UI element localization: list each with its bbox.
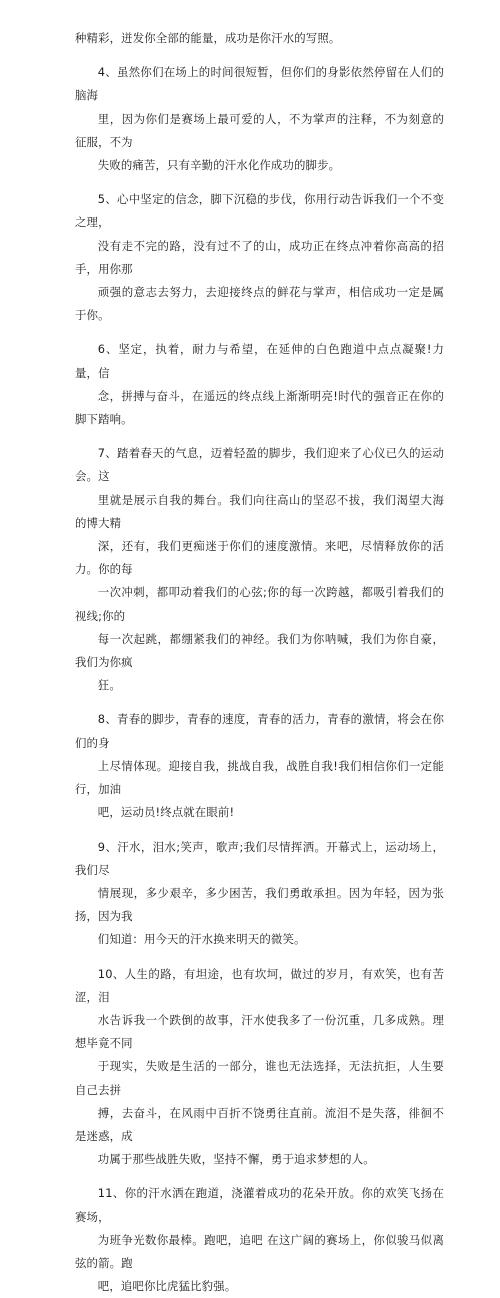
paragraph	[75, 188, 444, 327]
paragraph	[75, 442, 444, 697]
text-line: 11、你的汗水洒在跑道，浇灌着成功的花朵开放。你的欢笑飞扬在赛场，	[75, 1186, 444, 1224]
text-line: 于现实，失败是生活的一部分，谁也无法选择，无法抗拒，人生要自己去拼	[75, 1059, 444, 1097]
text-line: 9、汗水，泪水;笑声，歌声;我们尽情挥洒。开幕式上，运动场上，我们尽	[75, 839, 444, 877]
text-line: 一次冲刺，都叩动着我们的心弦;你的每一次跨越，都吸引着我们的视线;你的	[75, 585, 444, 623]
text-line: 功属于那些战胜失败，坚持不懈，勇于追求梦想的人。	[97, 1152, 375, 1167]
paragraph	[75, 338, 444, 431]
text-line: 5、心中坚定的信念，脚下沉稳的步伐，你用行动告诉我们一个不变之理，	[75, 192, 444, 230]
paragraph	[75, 963, 444, 1172]
text-line: 吧，追吧你比虎猛比豹强。	[97, 1279, 237, 1294]
text-line: 7、踏着春天的气息，迈着轻盈的脚步，我们迎来了心仪已久的运动会。这	[75, 446, 444, 484]
paragraph	[75, 27, 444, 50]
text-line: 种精彩，迸发你全部的能量，成功是你汗水的写照。	[75, 31, 341, 45]
text-line: 吧，运动员!终点就在眼前!	[97, 805, 235, 820]
text-line: 情展现，多少艰辛，多少困苦，我们勇敢承担。因为年轻，因为张扬，因为我	[75, 885, 444, 924]
text-line: 狂。	[97, 678, 121, 693]
text-line: 里，因为你们是赛场上最可爱的人，不为掌声的注释，不为刻意的征服，不为	[75, 111, 444, 149]
paragraph	[75, 1182, 444, 1298]
text-line: 8、青春的脚步，青春的速度，青春的活力，青春的激情，将会在你们的身	[75, 712, 444, 750]
text-line: 上尽情体现。迎接自我，挑战自我，战胜自我!我们相信你们一定能行，加油	[75, 758, 444, 797]
text-line: 深，还有，我们更痴迷于你们的速度激情。来吧，尽情释放你的活力。你的每	[75, 539, 444, 577]
text-line: 每一次起跳，都绷紧我们的神经。我们为你呐喊，我们为你自豪，我们为你疯	[75, 631, 444, 670]
text-line: 搏，去奋斗，在风雨中百折不饶勇往直前。流泪不是失落，徘徊不是迷惑，成	[75, 1105, 444, 1143]
paragraph	[75, 61, 444, 177]
text-line: 里就是展示自我的舞台。我们向往高山的坚忍不拔，我们渴望大海的博大精	[75, 492, 444, 530]
text-line: 水告诉我一个跌倒的故事，汗水使我多了一份沉重，几多成熟。理想毕竟不同	[75, 1012, 444, 1051]
text-line: 为班争光数你最棒。跑吧，追吧 在这广阔的赛场上，你似骏马似离弦的箭。跑	[75, 1232, 444, 1270]
text-line: 4、虽然你们在场上的时间很短暂，但你们的身影依然停留在人们的脑海	[75, 65, 444, 103]
text-line: 失败的痛苦，只有辛勤的汗水化作成功的脚步。	[97, 158, 341, 173]
paragraph	[75, 708, 444, 824]
text-line: 们知道：用今天的汗水换来明天的微笑。	[97, 932, 306, 947]
paragraph-list	[75, 27, 444, 1298]
text-line: 顽强的意志去努力，去迎接终点的鲜花与掌声，相信成功一定是属于你。	[75, 285, 444, 323]
text-line: 念，拼搏与奋斗，在遥远的终点线上渐渐明亮!时代的强音正在你的脚下踏响。	[75, 388, 444, 427]
text-line: 6、坚定，执着，耐力与希望，在延伸的白色跑道中点点凝聚!力量，信	[75, 342, 444, 380]
text-line: 没有走不完的路，没有过不了的山，成功正在终点冲着你高高的招手，用你那	[75, 238, 444, 276]
paragraph	[75, 836, 444, 952]
text-line: 10、人生的路，有坦途，也有坎坷，做过的岁月，有欢笑，也有苦涩，泪	[75, 966, 444, 1004]
